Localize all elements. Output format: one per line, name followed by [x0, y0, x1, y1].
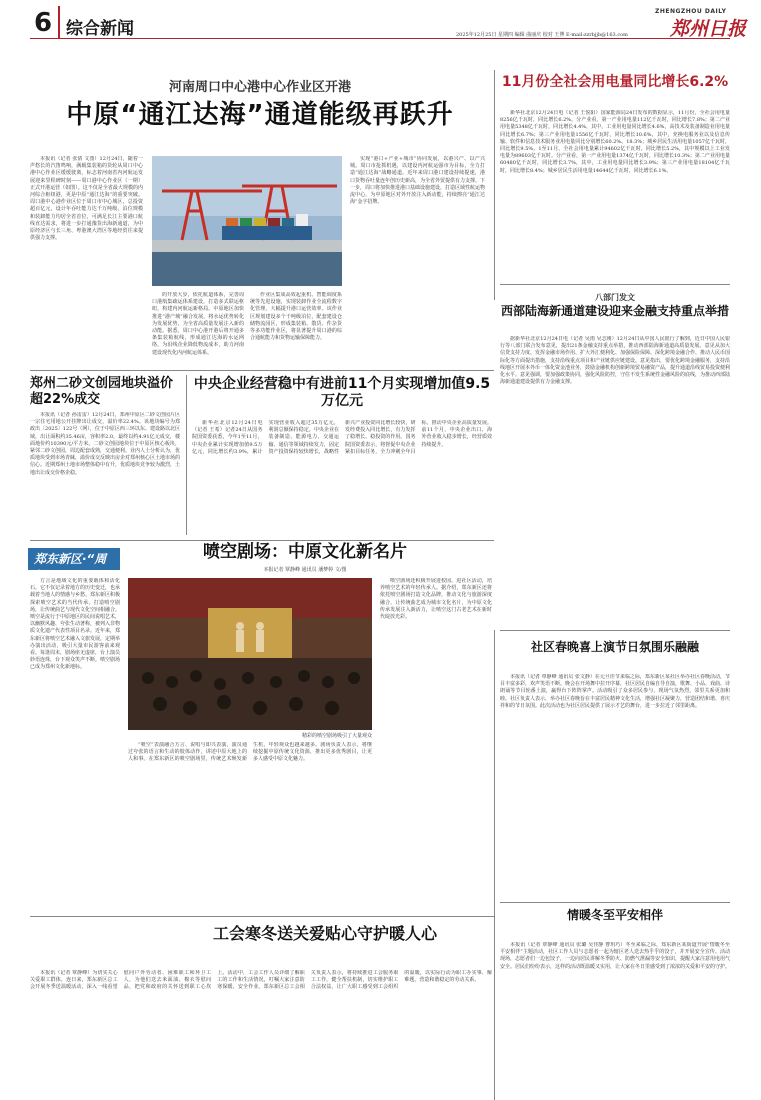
- story6-col3: 喷空剧场还积极开展进校园、进社区活动，培养喷空艺术的年轻传承人。据介绍，郑东新区还将依托喷空剧场打造文化品牌，推动文化与旅游深度融合，让传统曲艺成为城市文化名片，为中原文化传承发展注入新活力，让喷空这门古老艺术在新时代绽放光彩。: [380, 578, 492, 621]
- story1-headline: 中原“通江达海”通道能级再跃升: [66, 100, 454, 130]
- story1-col1: 本报讯（记者 张倩 文图）12月24日，随着一声悠长的汽笛鸣响，满载集装箱的货轮从周口中心港中心作业区缓缓驶离，标志着河南省内河航运发展迎来里程碑时刻——周口港中心作业区（一期）正式开港运营（如图）。这不仅是全省最大规模的内河综合枢纽港，更是中原“通江达海”的重要突破。周口港中心港作业区位于周口市中心城区，总投资超百亿元，设计年吞吐能力达千万吨级，泊位规模和装卸能力均居全省首位，可满足长江主要港口航线直达需求，将进一步打通豫货出海新通道，为中原经济区与长三角、粤港澳大湾区等地经贸往来提供强力支撑。: [30, 156, 143, 242]
- quay: [152, 240, 342, 252]
- story9-headline: 工会寒冬送关爱贴心守护暖人心: [212, 924, 437, 943]
- story6-col2: “喷空”表演融合方言、说唱与即兴表演，演员通过夸张的语言和生动的肢体动作，讲述中原大地上的人和事。在郑东新区的喷空剧场里，传统艺术焕发新生机，年轻观众也越来越多。剧场负责人表示，将继续挖掘中原传统文化资源，推出更多优秀剧目，让更多人感受中原文化魅力。: [128, 742, 372, 763]
- story2-body: 新华社北京12月24日电（记者 王悦阳）国家能源局24日发布的数据显示，11月份，全社会用电量8256亿千瓦时，同比增长6.2%。分产业看，第一产业用电量112亿千瓦时，同比增长7.8%；第二产业用电量5348亿千瓦时，同比增长4.4%，其中，工业用电量同比增长4.6%，高技术及装备制造业用电量同比增长6.7%；第三产业用电量1556亿千瓦时，同比增长10.6%，其中，充换电服务业以及信息传输、软件和信息技术服务业用电量同比分别增长60.2%、18.3%；城乡居民生活用电量1057亿千瓦时，同比增长9.5%。1至11月，全社会用电量累计94602亿千瓦时，同比增长5.2%，其中规模以上工业发电量为89603亿千瓦时。分产业看，第一产业用电量1374亿千瓦时，同比增长10.3%；第二产业用电量60480亿千瓦时，同比增长3.7%，其中，工业用电量同比增长3.9%；第三产业用电量18104亿千瓦时，同比增长8.4%；城乡居民生活用电量14644亿千瓦时，同比增长6.1%。: [500, 110, 730, 174]
- story6-headline: 喷空剧场：中原文化新名片: [203, 542, 407, 562]
- audience-area: [128, 658, 372, 730]
- story2-headline: 11月份全社会用电量同比增长6.2%: [501, 74, 729, 90]
- story4-headline: 郑州二砂文创园地块溢价超22%成交: [30, 376, 174, 407]
- masthead-logo: 郑州日报: [670, 18, 747, 40]
- story1-col4: 实现“港口+产业+城市”协同发展，以港兴产、以产兴城。周口市抢抓机遇，以建设内河航运强市为目标，全力打造“通江达海”战略通道。近年来周口港口建设持续提速，港口货物吞吐量连年创历史新高，为全省外贸提供有力支撑。下一步，周口将加快推进港口基础设施建设，打造区域性航运物流中心，为中原地区对外开放注入新动能，持续擦亮“通江达海”金字招牌。: [350, 156, 485, 206]
- story7-body: 本报讯（记者 覃静峰 通讯员 张文静）在元旦佳节来临之际，郑东新区某社区举办社区春晚活动，节目丰富多彩，欢声笑语不断。晚会在开场舞中拉开序幕，社区居民自编自导自演，歌舞、小品、戏曲、诗朗诵等节目轮番上演，赢得台下阵阵掌声。活动吸引了众多居民参与，现场气氛热烈，邻里关系更加和睦。社区负责人表示，举办社区春晚旨在丰富居民精神文化生活，增强社区凝聚力，营造团结和谐、喜庆祥和的节日氛围。此次活动也为社区居民提供了展示才艺的舞台，进一步拉近了邻里距离。: [500, 674, 730, 709]
- story7-headline: 社区春晚喜上演节日氛围乐融融: [530, 640, 699, 654]
- story9-body: 本报讯（记者 覃静峰）为切实关心关爱职工群体，连日来，郑东新区总工会开展冬季送温暖活动，深入一线看望慰问户外劳动者、困难职工和环卫工人，为他们送去米面油、棉衣等慰问品，把党和政府的关怀送到职工心坎上。活动中，工会工作人员详细了解职工的工作和生活情况，叮嘱大家注意防寒保暖、安全作业。郑东新区总工会相关负责人表示，将持续推进工会服务职工工作，健全帮扶机制，切实维护职工合法权益，让广大职工感受到工会组织的温暖，以实际行动为职工办实事、解难题，营造和谐稳定的劳动关系。: [30, 970, 492, 991]
- story5-body: 新华社北京12月24日电（记者 王希）记者24日从国务院国资委获悉，今年1至11月，中央企业累计实现增加值9.5万亿元，同比增长约3.9%，累计实现营业收入超过35万亿元，利润总额保持稳定。中央企业在装备制造、能源电力、交通运输、通信等领域持续发力，固定资产投资保持较快增长，战略性新兴产业投资同比增长较快，研发经费投入同比增长，有力发挥了稳增长、稳投资的作用。国务院国资委表示，将督促中央企业紧扣目标任务，全力冲刺全年目标，推动中央企业高质量发展。前11个月，中央企业出口、海外营业收入稳步增长，经营质效持续提升。: [192, 420, 492, 455]
- header-rule: [30, 38, 730, 39]
- dateline: 2025年12月25日 星期四 编辑 曲丽庆 校对 王博 E-mail:zzrbjjb@163.com: [456, 32, 628, 38]
- story3-body: 据新华社北京12月24日电（记者 吴雨 吴志刚）12月24日从中国人民银行了解到，近日中国人民银行等八部门联合发布意见，提出21条金融支持重点举措，推动西部陆海新通道高质量发展。意见从加大信贷支持力度、发挥金融市场作用、扩大外汇便利化、加强保险保障、深化跨境金融合作、推动人民币国际化等方面提出措施，支持沿线重点项目和产业链供应链建设。意见指出，要优化跨境金融服务，支持沿线地区开展本外币一体化资金池业务，鼓励金融机构创新跨境贸易融资产品，提升通道沿线贸易投资便利化水平。意见强调，要加强政策协同，强化风险防控，守住不发生系统性金融风险的底线，为推动西部陆海新通道建设提供有力金融支撑。: [500, 336, 730, 386]
- badge-title: 郑东新区·“周报”: [34, 552, 107, 583]
- story6-col1: 方言是地域文化的重要载体和活化石。它不仅记录着地方的历史变迁，也承载着当地人的情感与乡愁。郑东新区积极探索喷空艺术的当代传承，打造喷空剧场，让传统曲艺与现代文化空间相融合。喷空是流行于中原地区的民间说唱艺术，以幽默风趣、夸张生动著称，被列入非物质文化遗产代表性项目名录。近年来，郑东新区将喷空艺术融入文旅发展，定期举办演出活动，吸引大量市民游客前来观看。每逢周末，剧场座无虚席，台上演员妙语连珠，台下观众笑声不断。喷空剧场已成为郑州文化新地标。: [30, 578, 120, 671]
- masthead-en: ZHENGZHOU DAILY: [655, 8, 727, 15]
- story8-body: 本报讯（记者 覃静峰 通讯员 张璐 吴佳静 曹玥巧）冬至来临之际，郑东新区某街道开展“情暖冬至 平安相伴”主题活动，社区工作人员与志愿者一起为辖区老人送去热乎乎的饺子，并开展安全宣传。活动现场，志愿者们一边包饺子，一边向居民讲解冬季防火、防燃气泄漏等安全知识，提醒大家注意用电用气安全。居民们纷纷表示，这样的活动既温暖又实用，让大家在冬日里感受到了浓浓的关爱和平安的守护。: [500, 942, 730, 970]
- story8-headline: 情暖冬至平安相伴: [566, 908, 663, 922]
- story6-byline: 本报记者 覃静峰 通讯员 潘梦婷 文/图: [263, 567, 347, 573]
- story1-photo: [152, 156, 342, 286]
- story1-col2: 的开放大步，依托航道体系，完善周口港航集疏运体系建设，打造多式联运枢纽，构建内河航运新格局。中原地区加快推进“港产城”融合发展，将水运优势转化为发展优势，为全省高质量发展注入新的动能。据悉，周口中心港开港后将开通多条集装箱航线，形成通江达海的水运网络，为沿线企业降低物流成本，助力河南建设现代化内河航运体系。: [152, 292, 244, 356]
- story1-kicker: 河南周口中心港中心作业区开港: [168, 80, 351, 95]
- story6-caption: 精彩的喷空剧场吸引了大量观众: [301, 733, 372, 739]
- page-header: [0, 0, 761, 50]
- story1-col3: 作业区集成高效起重机、智能调度系统等先进设施，实现装卸作业全流程数字化管理，大幅提升港口运营效率。该作业区规划建设多个千吨级泊位，配套建设仓储物流园区，形成集装箱、散货、件杂货等多功能作业区，将显著提升周口港的综合通航能力和货物运输保障能力。: [250, 292, 342, 342]
- stage-screen: [208, 608, 292, 658]
- section-title: 综合新闻: [66, 19, 134, 39]
- story5-headline: 中央企业经营稳中有进前11个月实现增加值9.5万亿元: [193, 376, 491, 409]
- story3-headline: 西部陆海新通道建设迎来金融支持重点举措: [500, 304, 729, 318]
- water: [152, 251, 342, 286]
- story6-photo: [128, 578, 372, 730]
- ship-hull: [222, 226, 312, 240]
- story3-kicker: 八部门发文: [595, 293, 635, 302]
- page-number: 6: [34, 8, 53, 38]
- story4-body: 本报讯（记者 孙雷雷）12月24日，郑州中原区二砂文创园片区一宗住宅用地公开挂牌出让成交，溢价率22.4%。该地块编号为郑政出〔2025〕122号（网），位于中原区西三环以东、建设路以北区域，出让面积约35.46亩，容积率2.0，最终以约4.91亿元成交，楼面地价约10390元/平方米。二砂文创园地块位于中原区核心板块，紧邻二砂文创园，周边配套成熟，交通便利。业内人士分析认为，优质地块受到市场青睐，溢价成交反映出房企对郑州核心区土地市场的信心。近期郑州土地市场整体稳中有升，优质地块竞争较为激烈，土地出让成交价格企稳。: [30, 412, 180, 476]
